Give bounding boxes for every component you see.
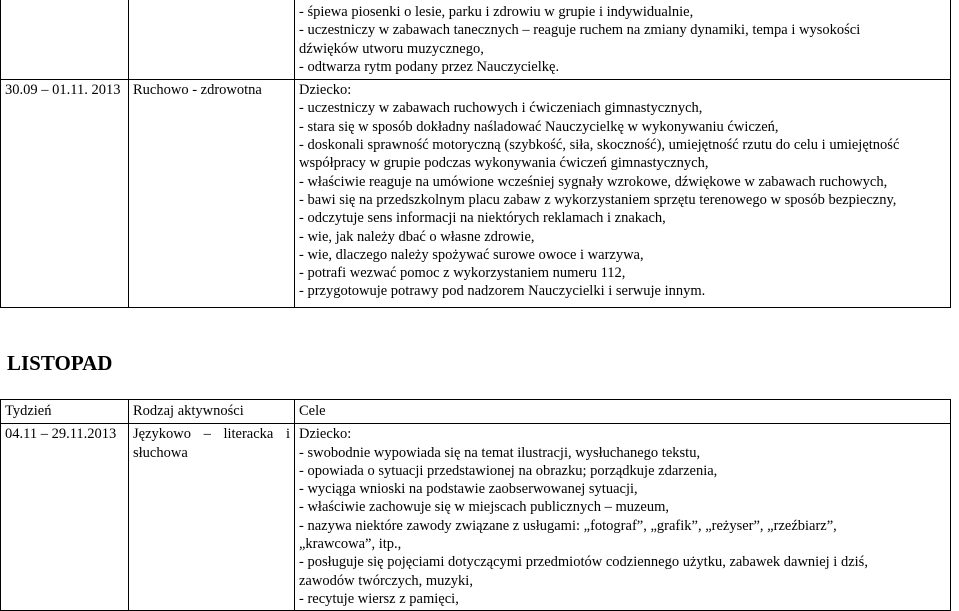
goal-line: - bawi się na przedszkolnym placu zabaw z wykorzystaniem sprzętu terenowego w sposób bezpieczny, [299, 191, 897, 208]
header-activity: Rodzaj aktywności [129, 400, 295, 424]
goal-line: - uczestniczy w zabawach tanecznych – reaguje ruchem na zmiany dynamiki, tempa i wysokości [299, 22, 861, 39]
activity-cell [129, 0, 295, 80]
goal-line: „krawcowa”, itp., [299, 536, 402, 553]
table-row [1, 0, 951, 80]
goal-line: - potrafi wezwać pomoc z wykorzystaniem numeru 112, [299, 265, 626, 282]
week-cell: 30.09 – 01.11. 2013 [1, 80, 129, 308]
goal-line: - śpiewa piosenki o lesie, parku i zdrowiu w grupie i indywidualnie, [299, 4, 694, 20]
goal-line: zawodów twórczych, muzyki, [299, 572, 473, 589]
table-header-row [1, 400, 951, 424]
goal-line: - odczytuje sens informacji na niektórych reklamach i znakach, [299, 210, 666, 227]
goal-line: - doskonali sprawność motoryczną (szybkość, siła, skoczność), umiejętność rzutu do celu i umiejętność [299, 137, 900, 154]
goal-line: - wyciąga wnioski na podstawie zaobserwowanej sytuacji, [299, 481, 638, 498]
header-goals: Cele [295, 400, 951, 424]
goals-cell [295, 424, 951, 611]
goals-cell [295, 80, 951, 308]
header-week: Tydzień [1, 400, 129, 424]
goal-line: - stara się w sposób dokładny naśladować Nauczycielkę w wykonywaniu ćwiczeń, [299, 118, 779, 135]
goal-line: - właściwie zachowuje się w miejscach publicznych – muzeum, [299, 499, 670, 516]
goal-line: - uczestniczy w zabawach ruchowych i ćwiczeniach gimnastycznych, [299, 100, 703, 117]
week-cell [1, 0, 129, 80]
goals-cell [295, 0, 951, 80]
goal-line: - wie, dlaczego należy spożywać surowe owoce i warzywa, [299, 246, 644, 263]
table-row [1, 80, 951, 308]
activity-cell: Językowo – literacka i słuchowa [129, 424, 295, 611]
goal-line: współpracy w grupie podczas wykonywania ćwiczeń gimnastycznych, [299, 155, 709, 172]
goal-line: - nazywa niektóre zawody związane z usługami: „fotograf”, „grafik”, „reżyser”, „rzeźbiarz”, [299, 517, 837, 534]
october-goals-table [0, 0, 951, 308]
goal-line: - przygotowuje potrawy pod nadzorem Nauczycielki i serwuje innym. [299, 283, 706, 300]
goal-line: - opowiada o sytuacji przedstawionej na obrazku; porządkuje zdarzenia, [299, 462, 718, 479]
goal-line: - wie, jak należy dbać o własne zdrowie, [299, 228, 535, 245]
november-goals-table [0, 399, 951, 611]
goal-line: dźwięków utworu muzycznego, [299, 40, 484, 57]
activity-cell: Ruchowo - zdrowotna [129, 80, 295, 308]
goal-line: - swobodnie wypowiada się na temat ilustracji, wysłuchanego tekstu, [299, 444, 701, 461]
goal-line: - recytuje wiersz z pamięci, [299, 590, 459, 607]
month-heading: LISTOPAD [7, 351, 113, 375]
goals-header: Dziecko: [299, 426, 352, 443]
goal-line: - odtwarza rytm podany przez Nauczycielkę. [299, 58, 560, 75]
table-row [1, 424, 951, 611]
goals-header: Dziecko: [299, 82, 352, 99]
goal-line: - posługuje się pojęciami dotyczącymi przedmiotów codziennego użytku, zabawek dawniej i dziś, [299, 554, 868, 571]
week-cell: 04.11 – 29.11.2013 [1, 424, 129, 611]
goal-line: - właściwie reaguje na umówione wcześniej sygnały wzrokowe, dźwiękowe w zabawach ruchowych, [299, 173, 888, 190]
